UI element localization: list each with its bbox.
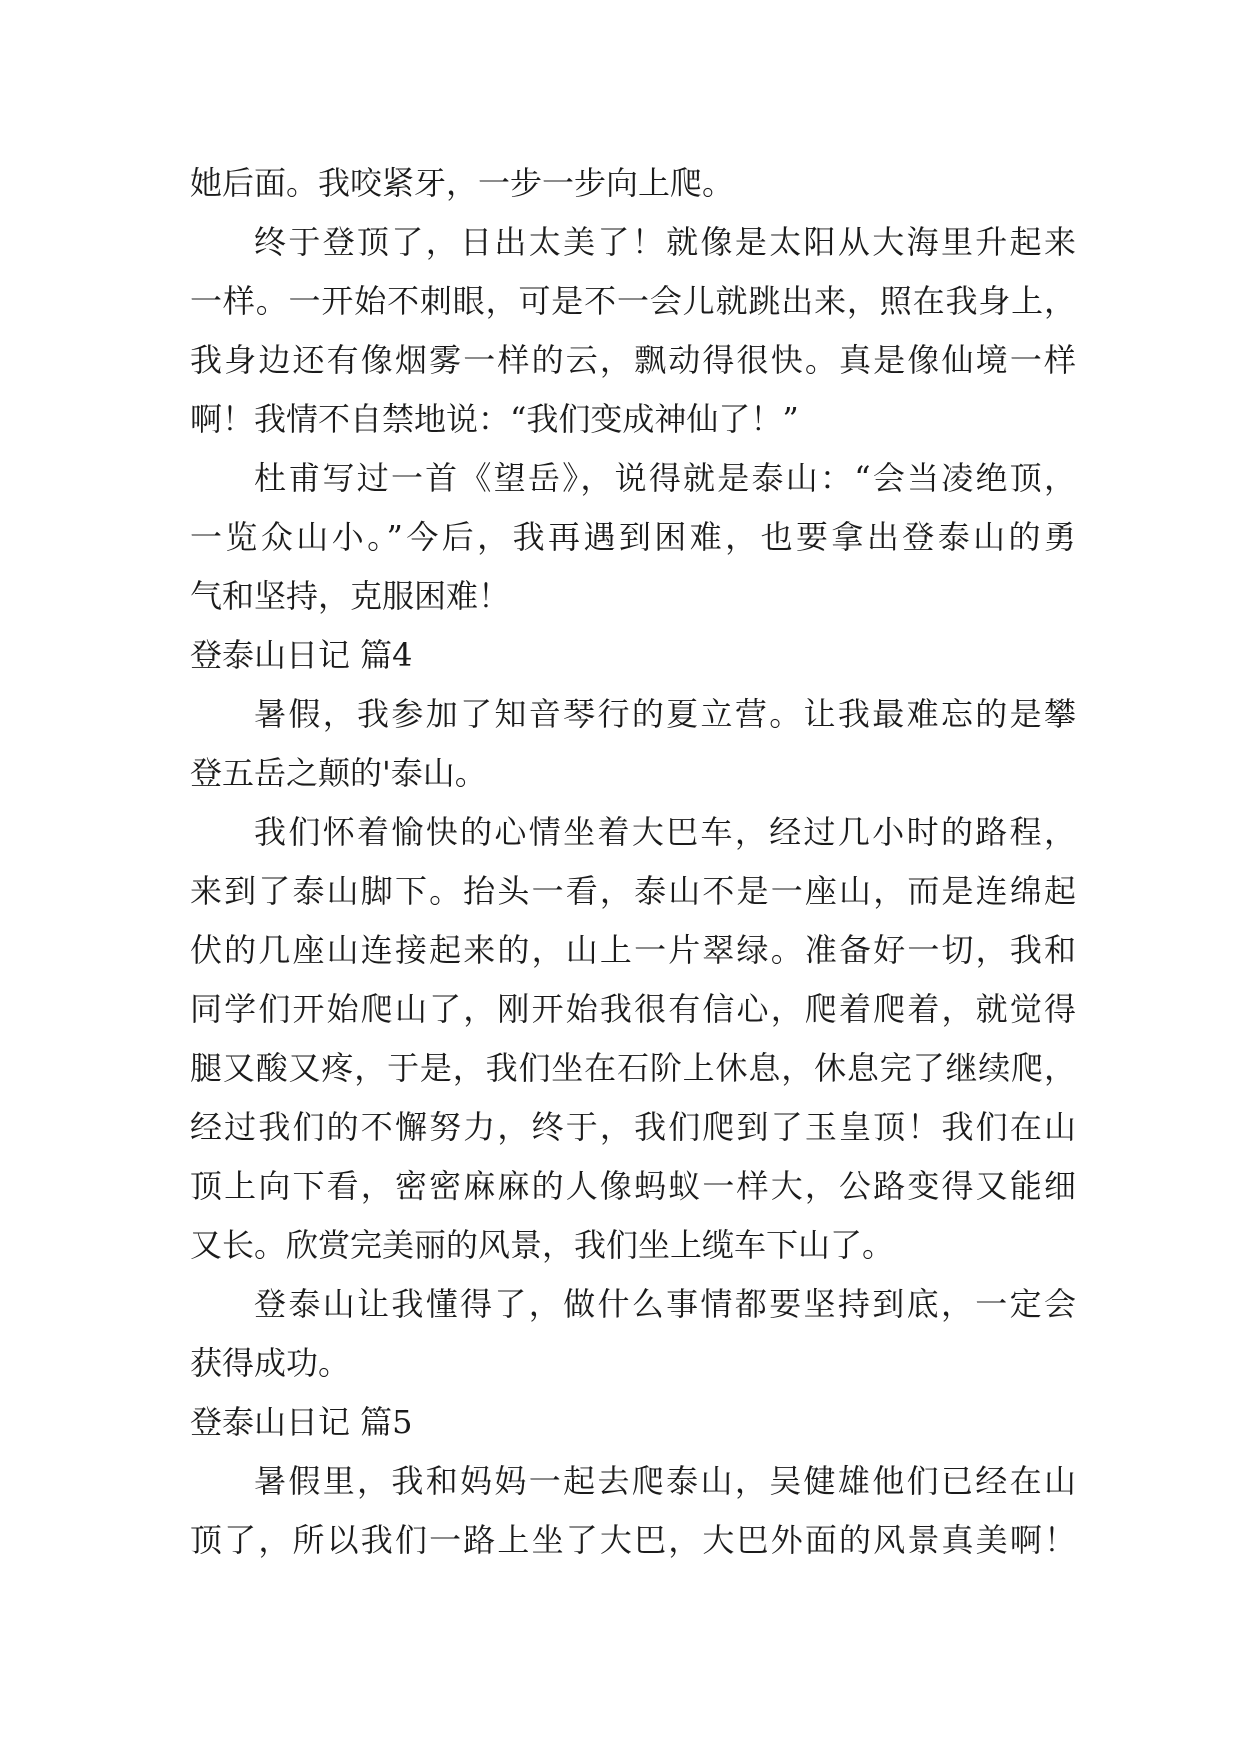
text-line: 获得成功。 [190,1344,351,1382]
section [190,1393,1076,1570]
text-line: 暑假里，我和妈妈一起去爬泰山，吴健雄他们已经在山 [254,1462,1076,1500]
paragraph [190,213,1076,449]
text-line: 顶了，所以我们一路上坐了大巴，大巴外面的风景真美啊！ [190,1521,1076,1559]
text-line: 同学们开始爬山了，刚开始我很有信心，爬着爬着，就觉得 [190,990,1076,1028]
text-line: 登泰山让我懂得了，做什么事情都要坚持到底，一定会 [254,1285,1076,1323]
text-line: 啊！我情不自禁地说：“我们变成神仙了！” [190,400,799,438]
text-line: 杜甫写过一首《望岳》，说得就是泰山：“会当凌绝顶， [254,459,1076,497]
paragraph [190,685,1076,803]
text-line: 顶上向下看，密密麻麻的人像蚂蚁一样大，公路变得又能细 [190,1167,1076,1205]
paragraph [190,1275,1076,1393]
text-line: 来到了泰山脚下。抬头一看，泰山不是一座山，而是连绵起 [190,872,1076,910]
text-line: 经过我们的不懈努力，终于，我们爬到了玉皇顶！我们在山 [190,1108,1076,1146]
text-line: 她后面。我咬紧牙，一步一步向上爬。 [190,164,735,202]
section [190,626,1076,1393]
text-line: 我们怀着愉快的心情坐着大巴车，经过几小时的路程， [254,813,1076,851]
text-line: 腿又酸又疼，于是，我们坐在石阶上休息，休息完了继续爬， [190,1049,1076,1087]
text-line: 一样。一开始不刺眼，可是不一会儿就跳出来，照在我身上， [190,282,1076,320]
paragraph [190,154,1076,213]
paragraph [190,449,1076,626]
text-column [190,154,1076,1570]
paragraph [190,803,1076,1275]
text-line: 又长。欣赏完美丽的风景，我们坐上缆车下山了。 [190,1226,895,1264]
section [190,154,1076,626]
paragraph [190,1452,1076,1570]
section-heading: 登泰山日记 篇4 [190,636,413,674]
text-line: 终于登顶了，日出太美了！就像是太阳从大海里升起来 [254,223,1076,261]
section-heading: 登泰山日记 篇5 [190,1403,413,1441]
text-line: 一览众山小。”今后，我再遇到困难，也要拿出登泰山的勇 [190,518,1076,556]
text-line: 我身边还有像烟雾一样的云，飘动得很快。真是像仙境一样 [190,341,1076,379]
text-line: 暑假，我参加了知音琴行的夏立营。让我最难忘的是攀 [254,695,1076,733]
text-line: 登五岳之颠的'泰山。 [190,754,487,792]
text-line: 气和坚持，克服困难！ [190,577,511,615]
text-line: 伏的几座山连接起来的，山上一片翠绿。准备好一切，我和 [190,931,1076,969]
